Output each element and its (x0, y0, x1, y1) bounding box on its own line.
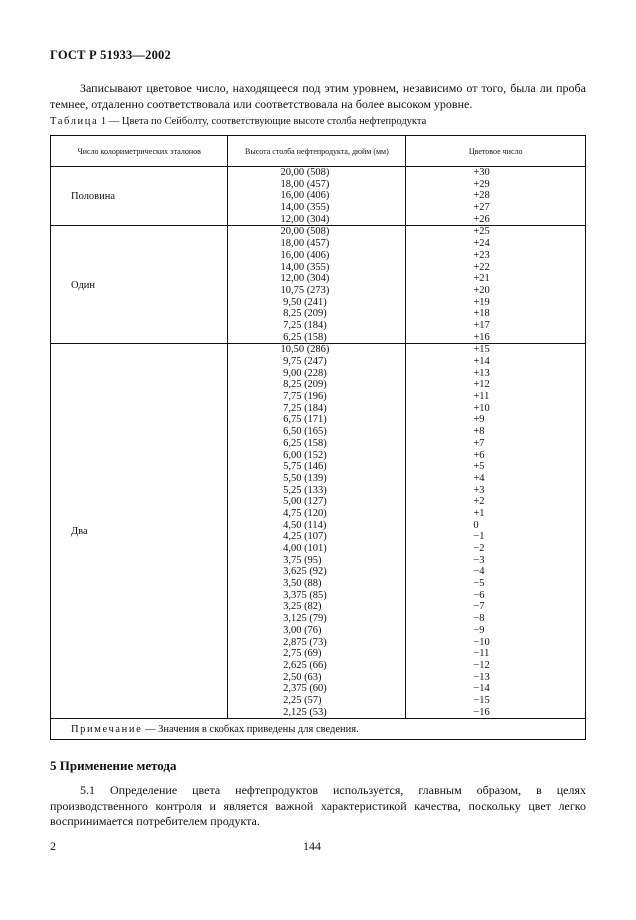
height-value: 4,25 (107) (280, 531, 327, 543)
color-number: +7 (473, 437, 485, 449)
height-value: 16,00 (406) (280, 190, 330, 202)
header-column-height: Высота столба нефтепродукта, дюйм (мм) (228, 136, 406, 167)
height-value: 14,00 (355) (280, 202, 330, 214)
table-group-row (51, 226, 586, 344)
color-number: +1 (473, 507, 485, 519)
table-caption (50, 116, 426, 127)
table-caption-text: 1 — Цвета по Сейболту, соответствующие высоте столба нефтепродукта (98, 116, 427, 127)
color-number: +16 (473, 331, 490, 343)
section-title: 5 Применение метода (50, 758, 177, 773)
table-note-text: — Значения в скобках приведены для сведения. (142, 723, 359, 735)
height-value: 7,25 (184) (280, 319, 327, 331)
color-number: +26 (473, 213, 490, 225)
table-body (51, 167, 586, 719)
height-value: 2,25 (57) (280, 694, 322, 706)
color-number: −15 (473, 694, 490, 706)
header-color-number: Цветовое число (406, 136, 586, 167)
height-value: 10,50 (286) (280, 344, 330, 356)
color-number: −7 (473, 601, 485, 613)
height-value: 3,375 (85) (280, 589, 327, 601)
height-value: 3,00 (76) (280, 624, 322, 636)
color-number: −11 (473, 648, 490, 660)
height-value: 3,75 (95) (280, 554, 322, 566)
color-number: +2 (473, 496, 485, 508)
color-number: −1 (473, 531, 485, 543)
color-number: +29 (473, 178, 490, 190)
color-number: +5 (473, 461, 485, 473)
table-caption-word: Таблица (50, 116, 99, 127)
color-number: −9 (473, 624, 485, 636)
color-number: +20 (473, 284, 490, 296)
color-number: +9 (473, 414, 485, 426)
document-header: ГОСТ Р 51933—2002 (50, 48, 171, 62)
height-value: 4,00 (101) (280, 543, 327, 554)
color-number: +25 (473, 226, 490, 238)
height-values-cell (228, 167, 406, 226)
color-number: −12 (473, 659, 490, 671)
height-value: 10,75 (273) (280, 284, 330, 296)
height-value: 6,75 (171) (280, 414, 327, 426)
height-value: 3,50 (88) (280, 578, 322, 590)
color-number: +18 (473, 308, 490, 320)
height-value: 7,75 (196) (280, 391, 327, 403)
table-note (51, 719, 586, 740)
color-number: +19 (473, 296, 490, 308)
color-number: −3 (473, 554, 485, 566)
height-value: 2,125 (53) (280, 706, 327, 718)
height-value: 9,75 (247) (280, 356, 327, 367)
color-number: +24 (473, 238, 490, 250)
height-value: 20,00 (508) (280, 167, 330, 178)
table-group-row (51, 167, 586, 226)
height-value: 5,25 (133) (280, 484, 327, 496)
color-number-cell (406, 344, 586, 719)
page-number-center: 144 (303, 839, 321, 853)
height-value: 18,00 (457) (280, 178, 330, 190)
height-value: 16,00 (406) (280, 249, 330, 261)
table-note-word: Примечание (71, 723, 143, 735)
color-number: +27 (473, 202, 490, 214)
color-number: −8 (473, 613, 485, 625)
height-value: 7,25 (184) (280, 402, 327, 414)
height-value: 3,125 (79) (280, 613, 327, 625)
color-number: +13 (473, 367, 490, 379)
height-value: 3,25 (82) (280, 601, 322, 613)
color-number: +22 (473, 261, 490, 273)
height-value: 14,00 (355) (280, 261, 330, 273)
height-value: 5,75 (146) (280, 461, 327, 473)
height-value: 5,00 (127) (280, 496, 327, 508)
height-value: 6,00 (152) (280, 449, 327, 461)
standards-count-cell: Один (51, 226, 228, 344)
height-value: 8,25 (209) (280, 308, 327, 320)
height-value: 4,50 (114) (280, 519, 327, 531)
color-number: +12 (473, 379, 490, 391)
height-value: 2,375 (60) (280, 683, 327, 695)
color-number: −16 (473, 706, 490, 718)
height-value: 12,00 (304) (280, 273, 330, 285)
height-value: 5,50 (139) (280, 472, 327, 484)
color-number: +17 (473, 319, 490, 331)
height-value: 2,75 (69) (280, 648, 322, 660)
table-note-row (51, 719, 586, 740)
color-number: +30 (473, 167, 490, 178)
color-number: 0 (473, 519, 479, 531)
color-number-cell (406, 226, 586, 344)
color-number: +8 (473, 426, 485, 438)
color-number: +10 (473, 402, 490, 414)
height-value: 12,00 (304) (280, 213, 330, 225)
height-value: 6,25 (158) (280, 331, 327, 343)
section-paragraph: 5.1 Определение цвета нефтепродуктов используется, главным образом, в целях производственного контроля и является важной характеристикой качества, поскольку цвет легко воспринимается потребителем продукта. (50, 783, 586, 828)
color-number: +3 (473, 484, 485, 496)
color-number: +21 (473, 273, 490, 285)
color-number: +15 (473, 344, 490, 356)
color-number-cell (406, 167, 586, 226)
color-number: −10 (473, 636, 490, 648)
height-value: 9,50 (241) (280, 296, 327, 308)
height-value: 9,00 (228) (280, 367, 327, 379)
color-number: +28 (473, 190, 490, 202)
color-number: −2 (473, 543, 485, 554)
height-value: 20,00 (508) (280, 226, 330, 238)
color-number: +23 (473, 249, 490, 261)
standards-count-cell: Два (51, 344, 228, 719)
intro-paragraph: Записывают цветовое число, находящееся под этим уровнем, независимо от того, была ли проба темнее, отдаленно соответствовала или соответствовала на более высоком уровне. (50, 81, 586, 111)
saybolt-color-table (50, 135, 586, 740)
color-number: −13 (473, 671, 490, 683)
height-value: 2,875 (73) (280, 636, 327, 648)
height-value: 2,50 (63) (280, 671, 322, 683)
standards-count-cell: Половина (51, 167, 228, 226)
header-standards-count: Число колориметрических эталонов (51, 136, 228, 167)
height-value: 18,00 (457) (280, 238, 330, 250)
height-value: 4,75 (120) (280, 507, 327, 519)
height-value: 6,25 (158) (280, 437, 327, 449)
color-number: −6 (473, 589, 485, 601)
height-value: 2,625 (66) (280, 659, 327, 671)
color-number: −14 (473, 683, 490, 695)
height-values-cell (228, 226, 406, 344)
color-number: +6 (473, 449, 485, 461)
color-number: −4 (473, 566, 485, 578)
color-number: +4 (473, 472, 485, 484)
height-values-cell (228, 344, 406, 719)
height-value: 3,625 (92) (280, 566, 327, 578)
height-value: 6,50 (165) (280, 426, 327, 438)
color-number: −5 (473, 578, 485, 590)
color-number: +11 (473, 391, 490, 403)
height-value: 8,25 (209) (280, 379, 327, 391)
table-group-row (51, 344, 586, 719)
page-number-left: 2 (50, 839, 56, 853)
color-number: +14 (473, 356, 490, 367)
